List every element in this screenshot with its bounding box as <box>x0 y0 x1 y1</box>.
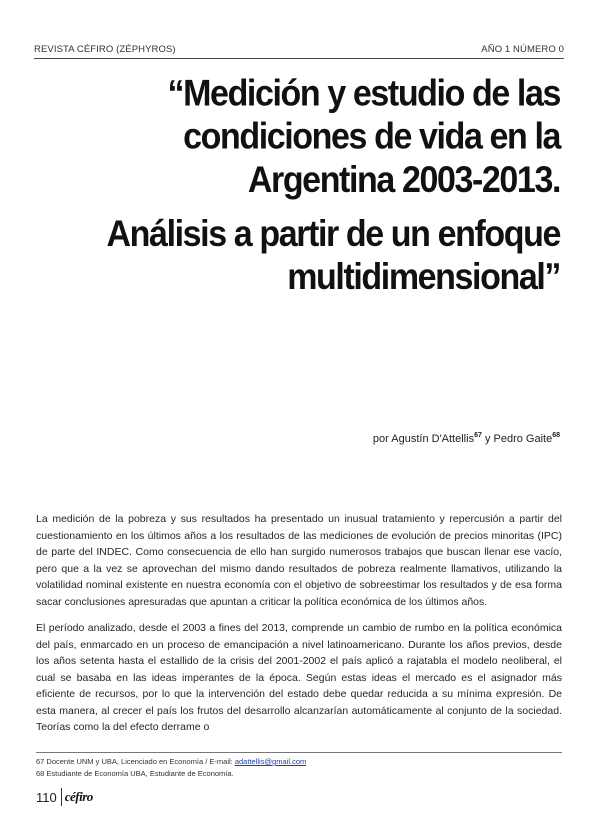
paragraph-1: La medición de la pobreza y sus resultados ha presentado un inusual tratamiento y repercusión a partir del cuestionamiento en los últimos años a los resultados de las mediciones de evolución de precios minoritas (IPC) de parte del INDEC. Como consecuencia de ello han surgido numerosos trabajos que buscan llenar ese vacío, pero que a la vez se aprovechan del mismo dando resultados de pobreza realmente llamativos, utilizando la volatilidad nominal existente en nuestra economía con el objetivo de sobreestimar los resultados y de esa forma sacar conclusiones apresuradas que apuntan a criticar la política económica de los últimos años. <box>36 513 562 608</box>
footnote-67 <box>36 756 562 768</box>
article-body <box>36 511 562 746</box>
journal-name: REVISTA CÉFIRO (ZÉPHYROS) <box>34 44 176 55</box>
footer-divider <box>61 788 62 806</box>
footnote-68: 68 Estudiante de Economía UBA, Estudiante de Economía. <box>36 769 234 778</box>
cefiro-logo: céfiro <box>64 789 93 804</box>
issue-label: AÑO 1 NÚMERO 0 <box>481 44 564 55</box>
running-header <box>34 42 564 59</box>
title-gap <box>40 202 560 213</box>
title-line-2: condiciones de vida en la <box>183 116 560 158</box>
footnote-67-text: 67 Docente UNM y UBA, Licenciado en Economía / E-mail: <box>36 757 235 766</box>
article-title <box>40 72 560 299</box>
author-2: Pedro Gaite <box>493 433 553 445</box>
author-1: Agustín D'Attellis <box>391 433 475 445</box>
title-line-5: multidimensional” <box>287 256 560 298</box>
title-line-1: “Medición y estudio de las <box>167 73 560 115</box>
byline <box>373 432 560 445</box>
footnote-ref-67[interactable]: 67 <box>474 432 482 439</box>
title-line-3: Argentina 2003-2013. <box>247 159 560 201</box>
byline-conjunction: y <box>484 433 491 445</box>
footnotes <box>36 752 562 780</box>
page-footer <box>36 787 93 807</box>
footnote-ref-68[interactable]: 68 <box>552 432 560 439</box>
paragraph-2: El período analizado, desde el 2003 a fines del 2013, comprende un cambio de rumbo en la política económica del país, enmarcado en un proceso de emancipación a nivel latinoamericano. Durante los años previos, desde los años setenta hasta el estallido de la crisis del 2001-2002 el país aplicó a rajatabla el modelo neoliberal, el cual se basaba en las ideas imperantes de la época. Según estas ideas el mercado es el asignador más eficiente de recursos, por lo que la intervención del estado debe quedar reducida a su mínima expresión. De esta manera, al crecer el país los frutos del desarrollo alcanzarían automáticamente al conjunto de la sociedad. Teorías como la del efecto derrame o <box>36 622 562 733</box>
byline-prefix: por <box>372 433 389 445</box>
title-line-4: Análisis a partir de un enfoque <box>106 213 560 255</box>
page-number: 110 <box>36 789 57 805</box>
email-link[interactable]: adattellis@gmail.com <box>234 757 307 766</box>
